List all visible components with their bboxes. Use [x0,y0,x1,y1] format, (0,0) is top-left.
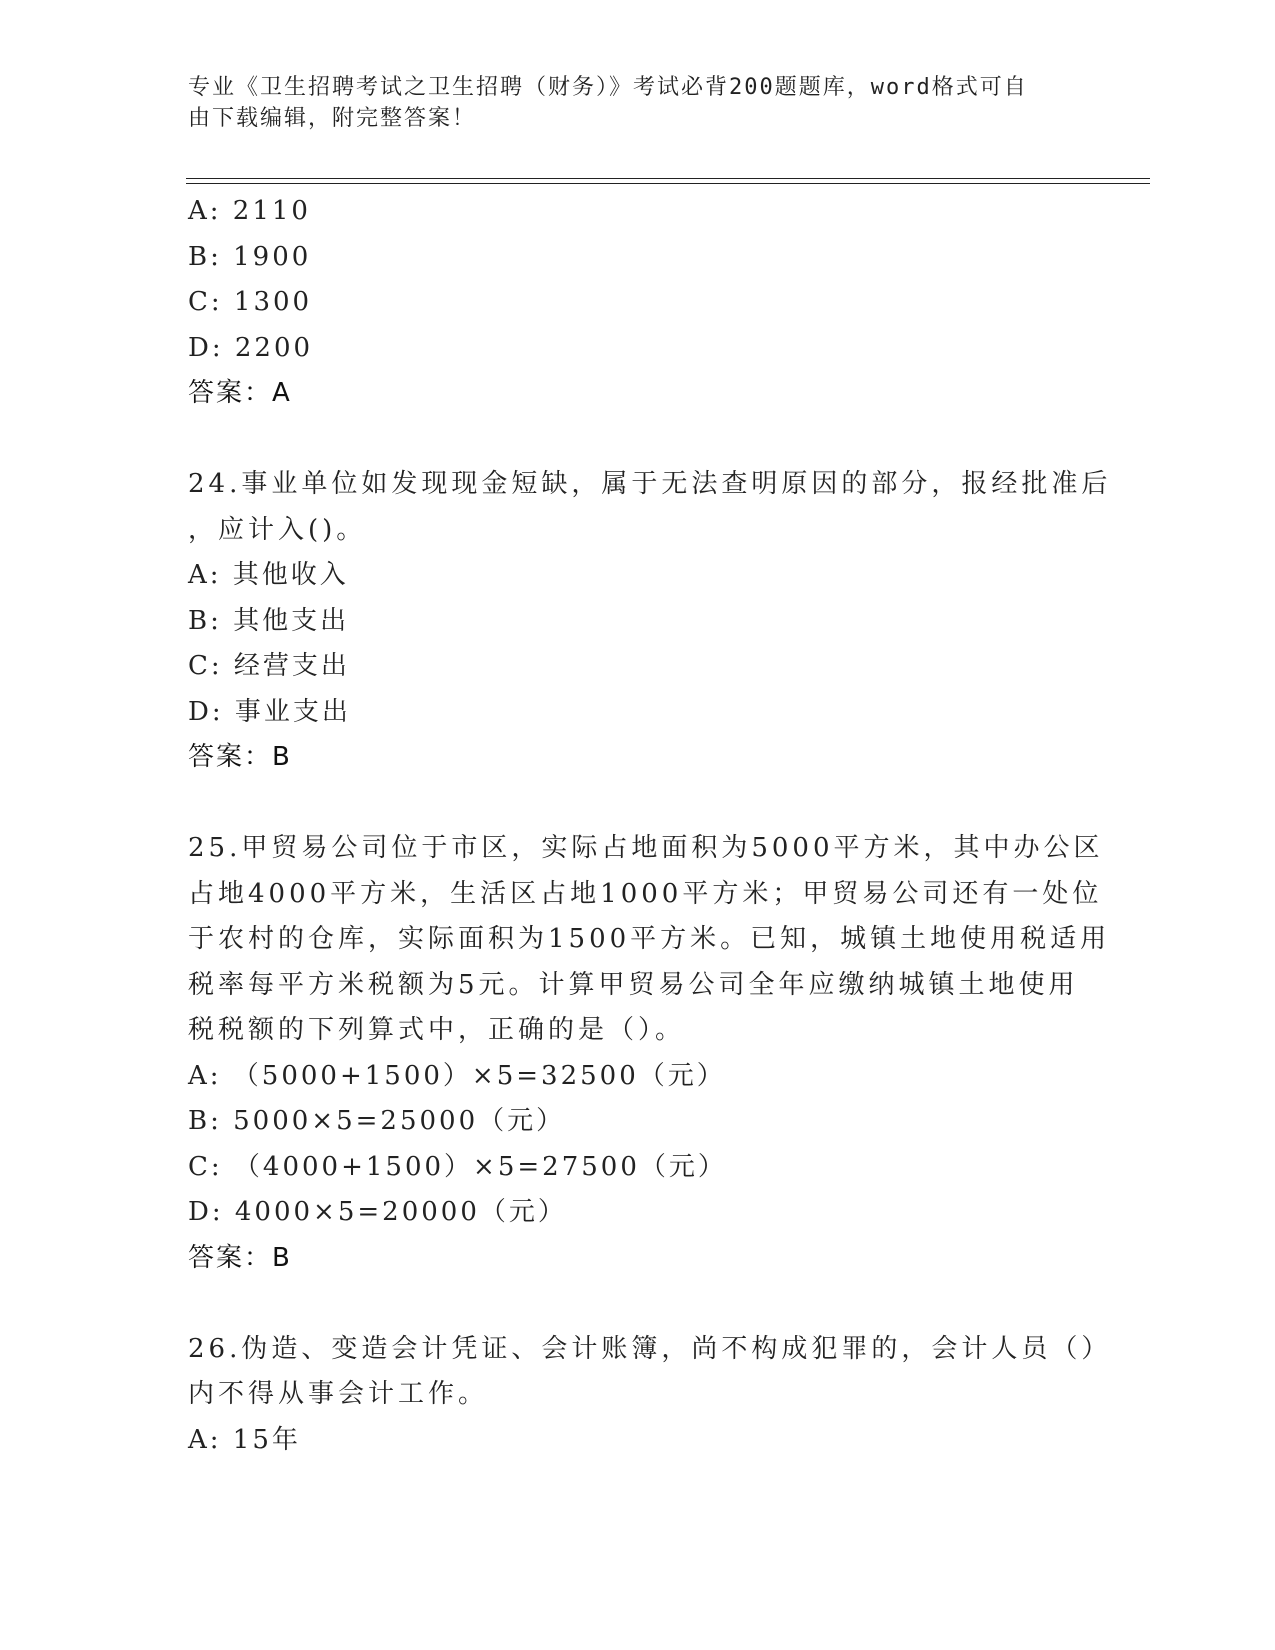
answer-line: 答案：A [188,378,292,408]
spacer [188,417,1068,463]
question-text-line: 税率每平方米税额为5元。计算甲贸易公司全年应缴纳城镇土地使用 [188,969,1079,1000]
header-divider-top [186,178,1150,179]
question-text-line: ，应计入()。 [188,514,367,545]
question-text-line: 24.事业单位如发现现金短缺，属于无法查明原因的部分，报经批准后 [188,469,1112,499]
option-c: C: （4000+1500）×5=27500（元） [188,1151,727,1182]
question-24 [188,462,1112,781]
question-text [188,1327,1112,1418]
question-text-line: 内不得从事会计工作。 [188,1379,489,1409]
question-25 [188,826,1111,1281]
question-text-line: 占地4000平方米，生活区占地1000平方米；甲贸易公司还有一处位 [188,878,1103,909]
header-line-1: 专业《卫生招聘考试之卫生招聘（财务）》考试必背200题题库，word格式可自 [188,75,1028,100]
question-26 [188,1327,1112,1464]
question-23 [188,189,1068,417]
option-b: B: 5000×5=25000（元） [188,1106,566,1136]
header-divider-bottom [186,183,1150,184]
option-d: D: 4000×5=20000（元） [188,1197,567,1227]
question-text [188,462,1112,553]
spacer [188,781,1068,827]
question-text-line: 25.甲贸易公司位于市区，实际占地面积为5000平方米，其中办公区 [188,833,1104,863]
option-c: C: 1300 [188,287,313,317]
option-b: B: 1900 [188,241,312,272]
question-text-line: 于农村的仓库，实际面积为1500平方米。已知，城镇土地使用税适用 [188,924,1111,954]
question-text-line: 26.伪造、变造会计凭证、会计账簿，尚不构成犯罪的，会计人员（） [188,1333,1112,1364]
question-content [188,189,1112,1463]
answer-line: 答案：B [188,742,292,772]
option-a: A: （5000+1500）×5=32500（元） [188,1060,726,1091]
header-line-2: 由下载编辑，附完整答案！ [188,106,477,131]
option-a: A: 其他收入 [188,560,349,590]
option-a: A: 15年 [188,1424,301,1455]
option-a: A: 2110 [188,196,311,226]
question-text-line: 税税额的下列算式中，正确的是（）。 [188,1015,686,1045]
option-d: D: 事业支出 [188,696,351,727]
option-c: C: 经营支出 [188,651,350,681]
spacer [188,1281,1068,1327]
option-b: B: 其他支出 [188,605,350,636]
answer-line: 答案：B [188,1242,292,1273]
document-header [188,72,1068,134]
option-d: D: 2200 [188,332,314,363]
question-text [188,826,1111,1054]
